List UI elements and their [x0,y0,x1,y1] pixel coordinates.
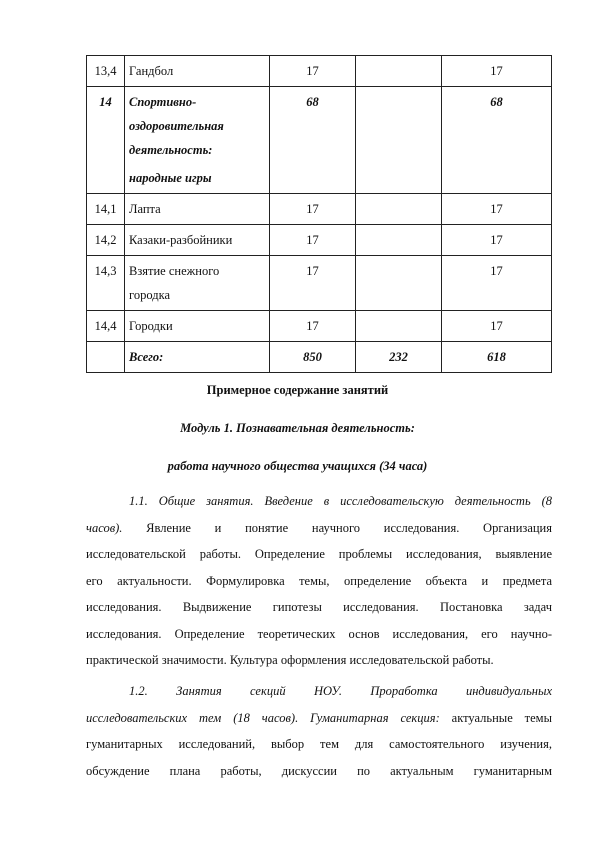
paragraph-line: 1.1. Общие занятия. Введение в исследовательскую деятельность (8 [129,494,552,508]
row-activity-line: Лапта [129,202,161,216]
row-activity-line: городка [129,288,170,302]
row-activity [125,194,270,225]
row-activity-line: деятельность: [129,143,213,157]
row-activity-line: народные игры [129,171,212,185]
row-practice-hours: 17 [442,256,552,311]
row-activity-line: Городки [129,319,173,333]
row-total-hours: 17 [270,194,356,225]
row-activity-line: оздоровительная [129,119,224,133]
row-number [87,342,125,373]
row-activity-line: Взятие снежного [129,264,220,278]
table-row [87,56,552,87]
table-row [87,342,552,373]
paragraph-line: исследования. Определение теоретических основ исследования, его научно- [86,626,552,641]
paragraph-1-2 [86,678,552,784]
table-row [87,87,552,194]
row-practice-hours: 618 [442,342,552,373]
table-row [87,256,552,311]
row-total-hours: 850 [270,342,356,373]
row-theory-hours [356,194,442,225]
row-total-hours: 68 [270,87,356,194]
row-theory-hours [356,256,442,311]
table-row [87,194,552,225]
paragraph-line: гуманитарных исследований, выбор тем для самостоятельного изучения, [86,737,552,751]
row-total-hours: 17 [270,56,356,87]
row-theory-hours [356,56,442,87]
content-title: Примерное содержание занятий [206,383,389,397]
row-practice-hours: 17 [442,194,552,225]
row-theory-hours [356,87,442,194]
row-practice-hours: 17 [442,311,552,342]
row-number: 14,3 [87,256,125,311]
row-theory-hours [356,225,442,256]
paragraph-line: исследовательской работы. Определение проблемы исследования, выявление [86,547,552,561]
row-activity [125,225,270,256]
row-number: 14 [87,87,125,194]
row-theory-hours: 232 [356,342,442,373]
row-total-hours: 17 [270,256,356,311]
row-practice-hours: 17 [442,56,552,87]
paragraph-line: обсуждение плана работы, дискуссии по актуальным гуманитарным [86,763,552,778]
row-activity-line: Казаки-разбойники [129,233,233,247]
program-table-body [87,56,552,373]
table-row [87,225,552,256]
paragraph-line: исследования. Выдвижение гипотезы исследования. Постановка задач [86,600,552,614]
row-number: 14,4 [87,311,125,342]
program-table [86,55,552,373]
row-theory-hours [356,311,442,342]
row-total-hours: 17 [270,225,356,256]
paragraph-line: часов). Явление и понятие научного исследования. Организация [86,520,552,535]
row-total-hours: 17 [270,311,356,342]
row-number: 14,2 [87,225,125,256]
row-activity-line: Спортивно- [129,95,197,109]
module-subtitle: работа научного общества учащихся (34 часа) [167,459,428,473]
paragraph-line: его актуальности. Формулировка темы, определение объекта и предмета [86,573,552,588]
row-activity [125,56,270,87]
row-activity-line: Всего: [129,350,164,364]
paragraph-1-1 [86,488,552,674]
row-number: 13,4 [87,56,125,87]
paragraph-line: исследовательских тем (18 часов). Гуманитарная секция: актуальные темы [86,710,552,725]
row-practice-hours: 17 [442,225,552,256]
module-title: Модуль 1. Познавательная деятельность: [180,421,415,435]
paragraph-line: практической значимости. Культура оформления исследовательской работы. [86,653,494,667]
table-row [87,311,552,342]
row-practice-hours: 68 [442,87,552,194]
row-activity-line: Гандбол [129,64,174,78]
row-activity [125,256,270,311]
row-activity [125,87,270,194]
row-number: 14,1 [87,194,125,225]
row-activity [125,311,270,342]
paragraph-line: 1.2. Занятия секций НОУ. Проработка индивидуальных [129,684,552,698]
row-activity [125,342,270,373]
